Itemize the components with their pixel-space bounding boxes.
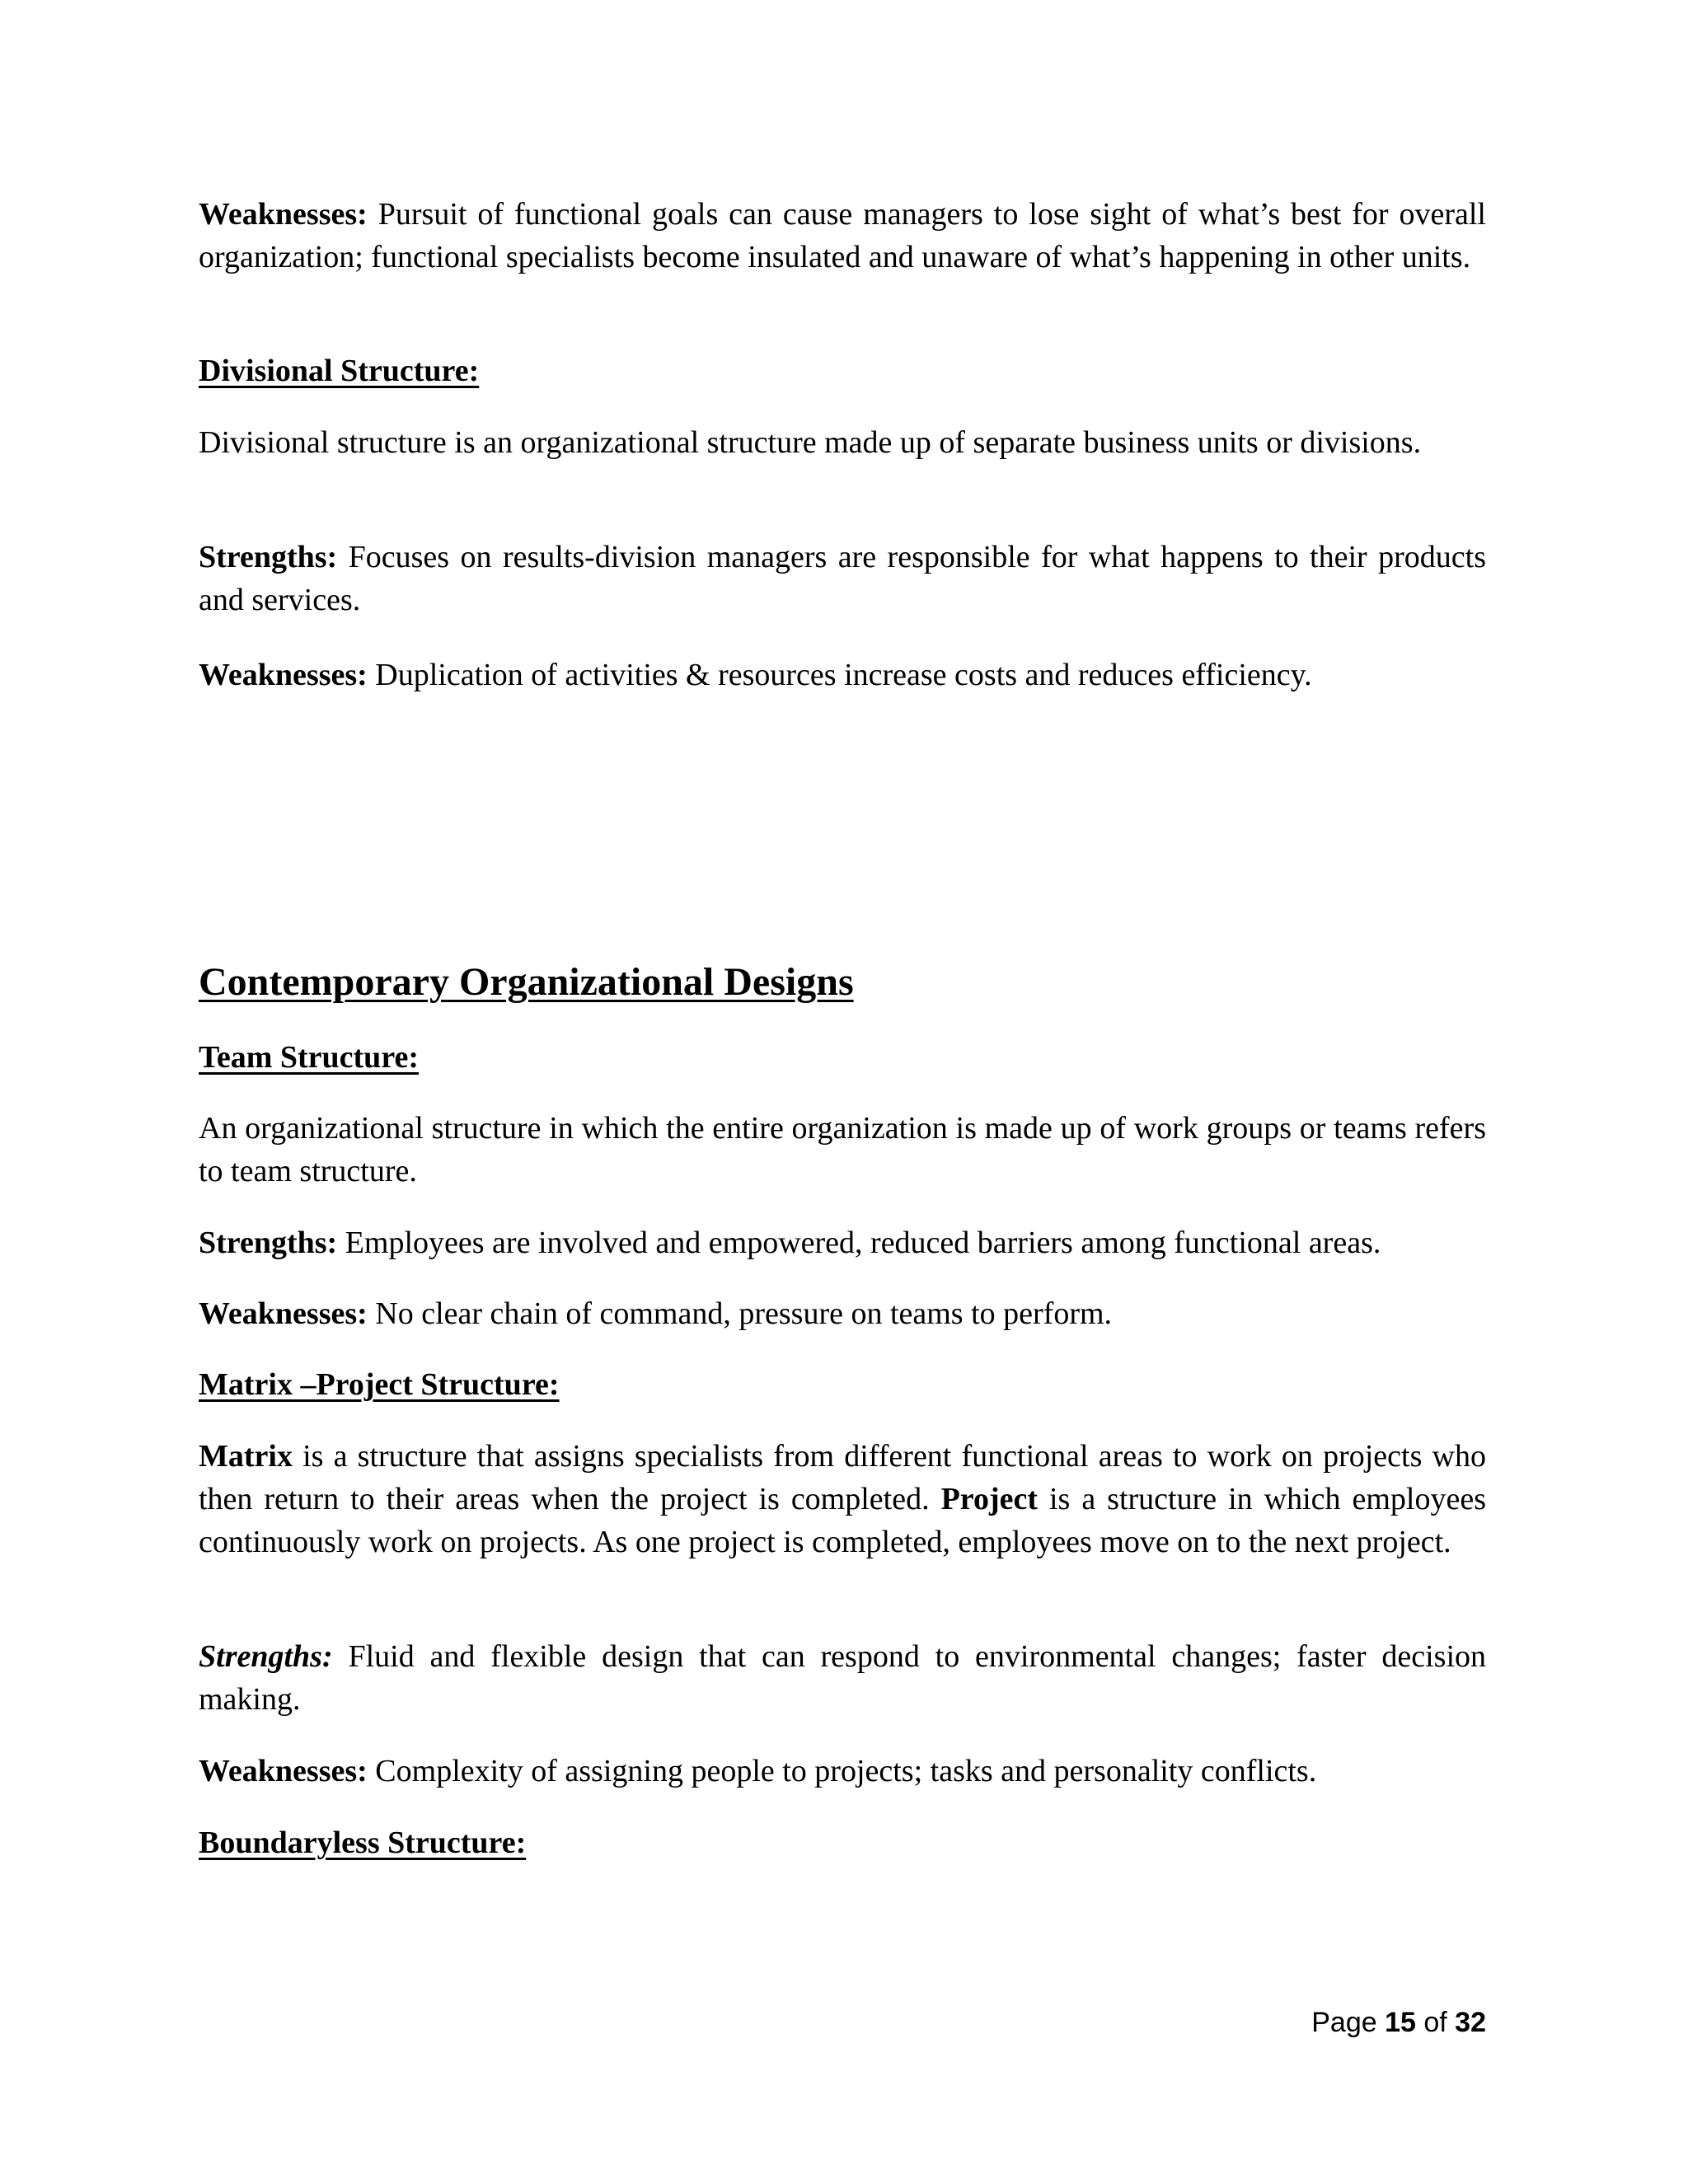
page-word: Page xyxy=(1311,2007,1386,2038)
project-text: is a structure in which employees continuously work on projects. As one project is completed, employees move on to the next project. xyxy=(199,1482,1486,1559)
functional-weaknesses-paragraph xyxy=(199,193,1486,279)
weaknesses-label: Weaknesses: xyxy=(199,197,368,232)
strengths-label: Strengths: xyxy=(199,1226,338,1260)
boundaryless-structure-heading: Boundaryless Structure: xyxy=(199,1825,527,1860)
weaknesses-text: Complexity of assigning people to projects; tasks and personality conflicts. xyxy=(367,1754,1317,1788)
divisional-weaknesses-paragraph xyxy=(199,654,1486,696)
matrix-label: Matrix xyxy=(199,1439,293,1474)
weaknesses-label: Weaknesses: xyxy=(199,1754,368,1788)
weaknesses-label: Weaknesses: xyxy=(199,658,368,692)
of-word: of xyxy=(1415,2007,1456,2038)
contemporary-designs-heading: Contemporary Organizational Designs xyxy=(199,960,854,1004)
matrix-text: is a structure that assigns specialists from different functional areas to work on projects who then return to their areas when the project is completed. xyxy=(199,1439,1486,1516)
project-label: Project xyxy=(940,1482,1039,1516)
total-pages: 32 xyxy=(1455,2007,1486,2038)
team-structure-heading: Team Structure: xyxy=(199,1040,420,1075)
divisional-structure-heading: Divisional Structure: xyxy=(199,354,480,388)
team-definition-paragraph: An organizational structure in which the entire organization is made up of work groups or teams refers to team structure. xyxy=(199,1111,1486,1188)
matrix-weaknesses-paragraph xyxy=(199,1750,1486,1793)
weaknesses-text: Duplication of activities & resources increase costs and reduces efficiency. xyxy=(367,658,1312,692)
matrix-project-definition-paragraph xyxy=(199,1435,1486,1563)
strengths-label: Strengths: xyxy=(199,540,338,574)
matrix-project-heading: Matrix –Project Structure: xyxy=(199,1367,560,1402)
strengths-text: Focuses on results-division managers are responsible for what happens to their products and services. xyxy=(199,540,1486,617)
team-weaknesses-paragraph xyxy=(199,1292,1486,1335)
team-strengths-paragraph xyxy=(199,1221,1486,1264)
divisional-definition-paragraph: Divisional structure is an organizational structure made up of separate business units or divisions. xyxy=(199,425,1422,460)
strengths-text: Employees are involved and empowered, reduced barriers among functional areas. xyxy=(337,1226,1381,1260)
weaknesses-text: No clear chain of command, pressure on teams to perform. xyxy=(367,1296,1113,1331)
weaknesses-text: Pursuit of functional goals can cause managers to lose sight of what’s best for overall organization; functional specialists become insulated and unaware of what’s happening in other units. xyxy=(199,197,1486,274)
divisional-strengths-paragraph xyxy=(199,536,1486,621)
page-number: 15 xyxy=(1385,2007,1416,2038)
strengths-text: Fluid and flexible design that can respond to environmental changes; faster decision making. xyxy=(199,1639,1486,1717)
strengths-label: Strengths: xyxy=(199,1639,333,1674)
page-footer xyxy=(1311,2004,1486,2041)
weaknesses-label: Weaknesses: xyxy=(199,1296,368,1331)
matrix-strengths-paragraph xyxy=(199,1635,1486,1721)
